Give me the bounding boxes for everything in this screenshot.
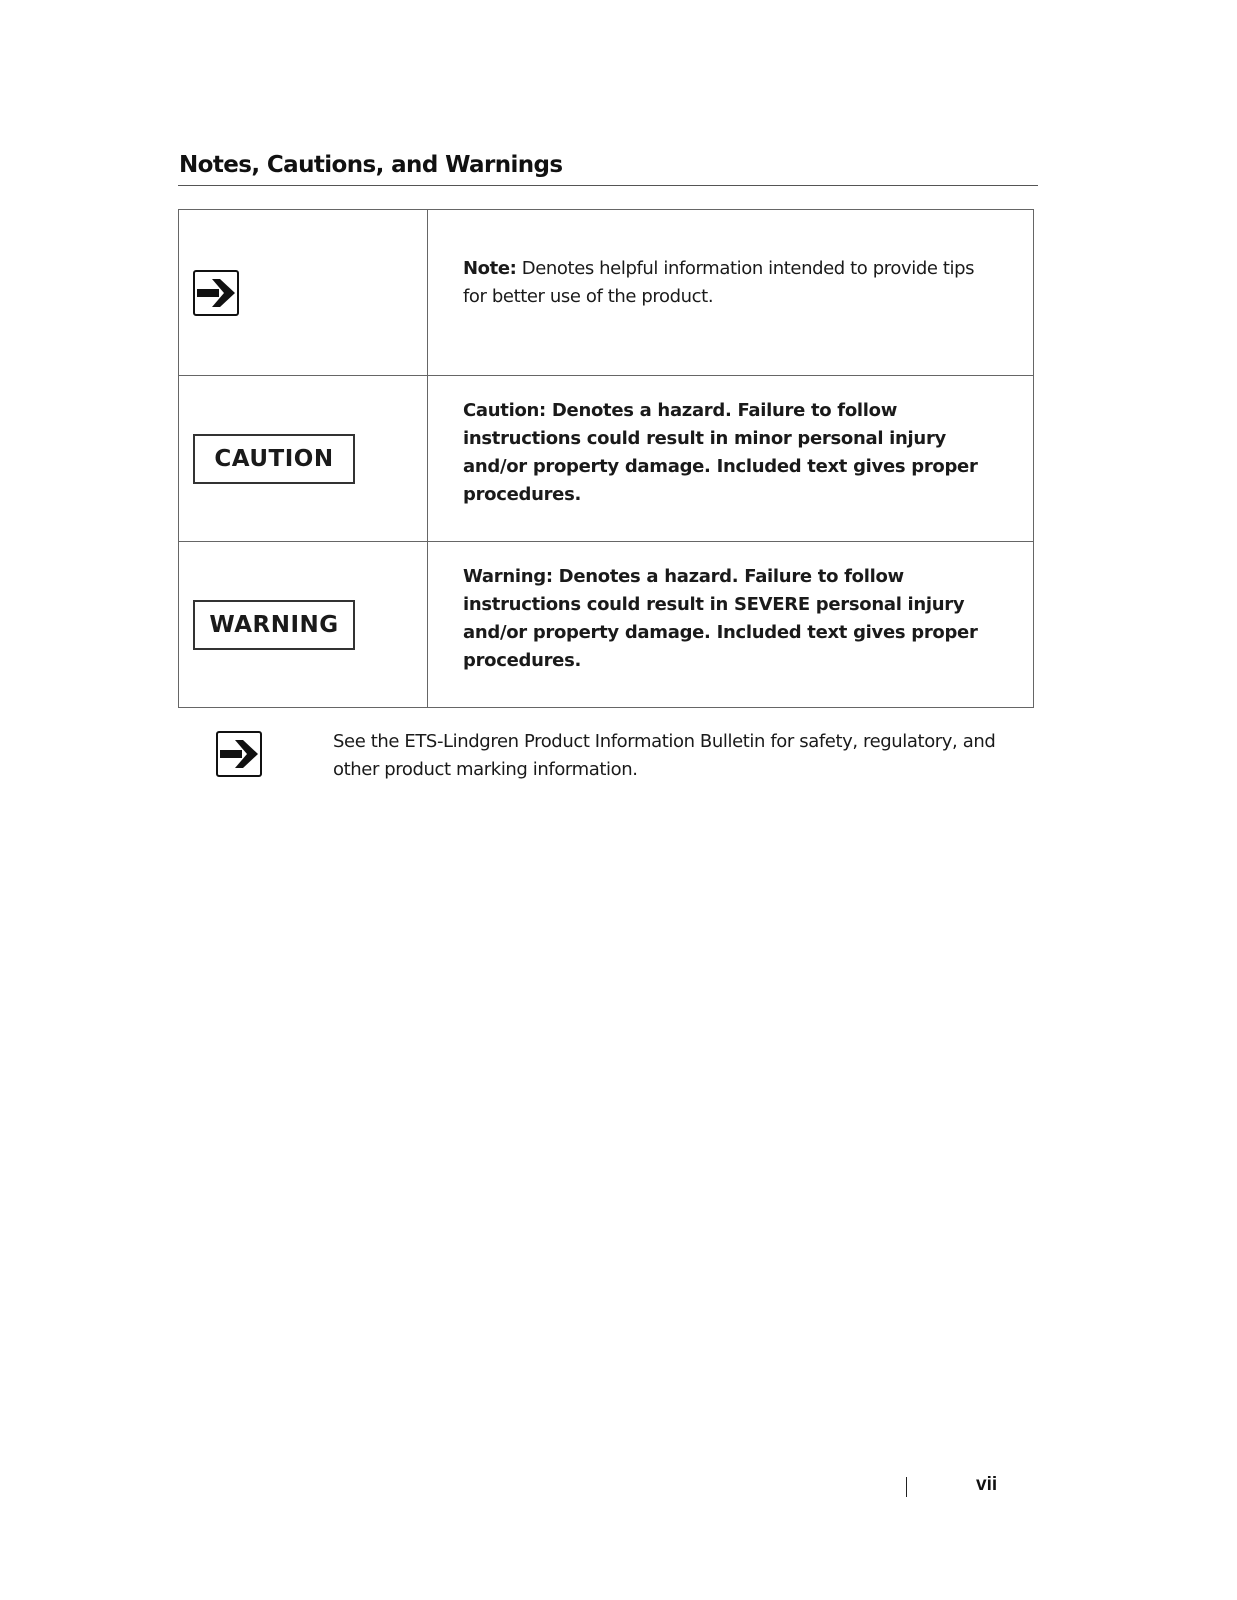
caution-label-icon: CAUTION xyxy=(193,434,355,484)
notice-table xyxy=(178,209,1034,708)
note-description xyxy=(463,255,997,311)
arrow-right-icon xyxy=(193,270,239,316)
note-lead: Note: xyxy=(463,257,517,279)
caution-row xyxy=(179,376,1034,542)
footer-separator xyxy=(906,1477,907,1497)
warning-row xyxy=(179,542,1034,708)
page-number: vii xyxy=(976,1474,998,1495)
warning-description: Warning: Denotes a hazard. Failure to follow instructions could result in SEVERE personal injury and/or property damage. Included text gives proper procedures. xyxy=(463,565,978,671)
warning-label-icon: WARNING xyxy=(193,600,355,650)
caution-description: Caution: Denotes a hazard. Failure to follow instructions could result in minor personal injury and/or property damage. Included text gives proper procedures. xyxy=(463,399,978,505)
warning-text-cell xyxy=(428,542,1034,708)
caution-icon-cell xyxy=(179,376,428,542)
page-title: Notes, Cautions, and Warnings xyxy=(179,152,563,178)
note-icon-cell xyxy=(179,210,428,376)
title-divider xyxy=(178,185,1038,186)
footnote-icon-wrapper xyxy=(216,731,262,777)
arrow-right-icon xyxy=(216,731,262,777)
caution-text-cell xyxy=(428,376,1034,542)
note-row xyxy=(179,210,1034,376)
footnote-text: See the ETS-Lindgren Product Information Bulletin for safety, regulatory, and other product marking information. xyxy=(333,731,996,780)
warning-icon-cell xyxy=(179,542,428,708)
note-text-cell xyxy=(428,210,1034,376)
note-body: Denotes helpful information intended to provide tips for better use of the product. xyxy=(463,257,975,307)
